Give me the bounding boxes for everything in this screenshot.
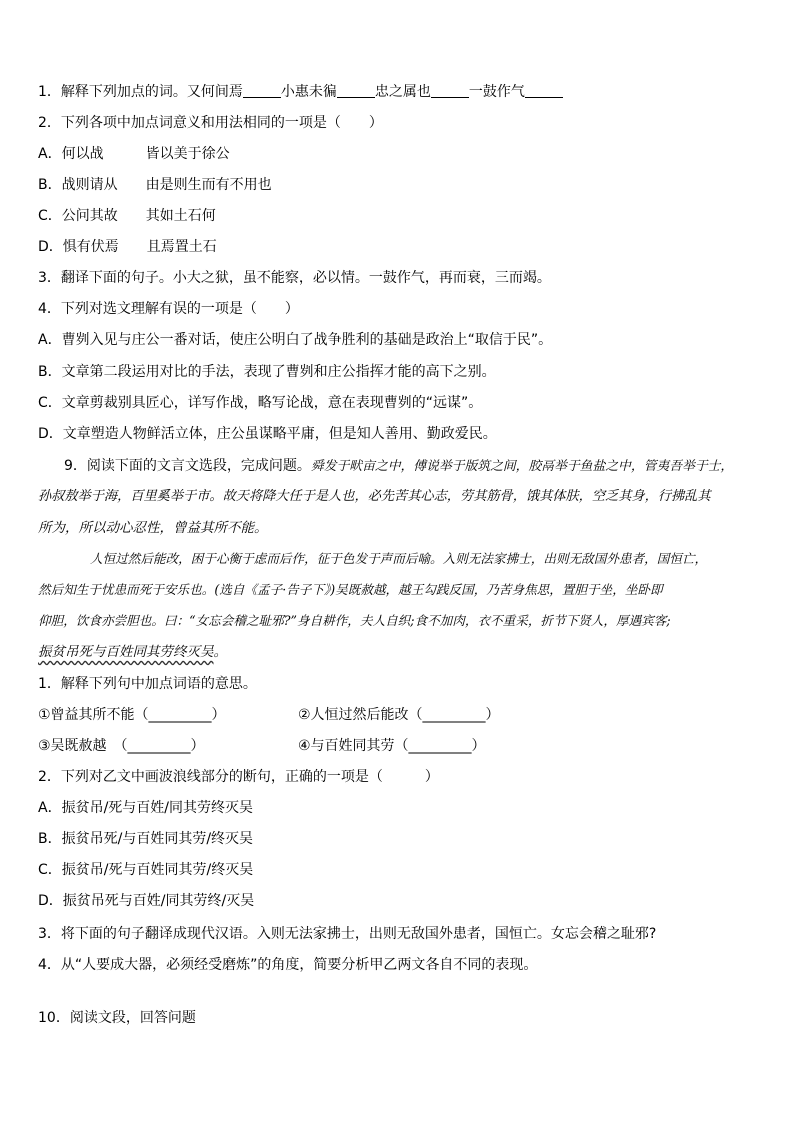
question-2-option-a: A．何以战 皆以美于徐公 — [38, 146, 230, 162]
passage-9-line-1 — [64, 456, 733, 477]
question-1-prefix: 1．解释下列加点的词。又何间焉 — [38, 84, 243, 100]
answer-blank[interactable] — [337, 83, 375, 98]
question-2-option-c: C．公问其故 其如土石何 — [38, 208, 216, 224]
question-1-word-2: 小惠未徧 — [280, 84, 337, 100]
question-1-word-3: 忠之属也 — [374, 84, 431, 100]
passage-b-last-line — [38, 642, 227, 662]
passage-a-text: 孙叔敖举于海，百里奚举于市。故天将降大任于是人也，必先苦其心志，劳其筋骨，饿其体肤，空乏其身，行拂乱其 — [38, 489, 711, 504]
sub-question-2-option-b: B．振贫吊死/与百姓同其劳/终灭吴 — [38, 831, 254, 847]
answer-blank[interactable] — [243, 83, 281, 98]
question-4-option-d: D．文章塑造人物鲜活立体，庄公虽谋略平庸，但是知人善用、勤政爱民。 — [38, 426, 497, 442]
question-9-intro: 9．阅读下面的文言文选段，完成问题。 — [64, 458, 311, 474]
question-2-option-d: D．惧有伏焉 且焉置土石 — [38, 239, 217, 255]
sub-question-4: 4．从“人要成大器，必须经受磨炼”的角度，简要分析甲乙两文各自不同的表现。 — [38, 957, 538, 973]
sub-question-3: 3．将下面的句子翻译成现代汉语。入则无法家拂士，出则无敌国外患者，国恒亡。女忘会稽之耻邪? — [38, 926, 657, 942]
sentence-end: 。 — [213, 644, 227, 660]
question-1-line — [38, 82, 563, 102]
question-10-title: 10．阅读文段，回答问题 — [38, 1010, 196, 1026]
passage-a-text: 舜发于畎亩之中，傅说举于版筑之间，胶鬲举于鱼盐之中，管夷吾举于士， — [310, 459, 734, 474]
wavy-underlined-sentence: 振贫吊死与百姓同其劳终灭吴 — [38, 644, 214, 660]
question-4-option-c: C．文章剪裁别具匠心，详写作战，略写论战，意在表现曹刿的“远谋”。 — [38, 395, 483, 411]
question-1-word-4: 一鼓作气 — [468, 84, 525, 100]
sub-question-2-option-d: D．振贫吊死与百姓/同其劳终/灭吴 — [38, 893, 255, 909]
question-4-option-b: B．文章第二段运用对比的手法，表现了曹刿和庄公指挥才能的高下之别。 — [38, 364, 496, 380]
question-3: 3．翻译下面的句子。小大之狱，虽不能察，必以情。一鼓作气，再而衰，三而竭。 — [38, 270, 551, 286]
sub-question-1-item-4: ④与百姓同其劳（_________） — [298, 738, 486, 754]
sub-question-1-item-1: ①曾益其所不能（_________） — [38, 707, 226, 723]
answer-blank[interactable] — [525, 83, 563, 98]
sub-question-2-option-c: C．振贫吊/死与百姓同其劳/终灭吴 — [38, 862, 254, 878]
question-4-option-a: A．曹刿入见与庄公一番对话，使庄公明白了战争胜利的基础是政治上“取信于民”。 — [38, 332, 553, 348]
sub-question-2-option-a: A．振贫吊/死与百姓/同其劳终灭吴 — [38, 800, 254, 816]
sub-question-1-item-3: ③吴既赦越 （_________） — [38, 738, 205, 754]
passage-a-text: 所为，所以动心忍性，曾益其所不能。 — [38, 520, 268, 536]
sub-question-1-item-2: ②人恒过然后能改（_________） — [298, 707, 500, 723]
passage-b-text: 仰胆，饮食亦尝胆也。曰：“女忘会稽之耻邪?”身自耕作，夫人自织;食不加肉，衣不重采，折节下贤人，厚遇宾客; — [38, 613, 671, 628]
answer-blank[interactable] — [431, 83, 469, 98]
passage-b-text: 然后知生于忧患而死于安乐也。(选自《孟子·告子下》)吴既赦越，越王勾践反国，乃苦身焦思，置胆于坐，坐卧即 — [38, 582, 663, 597]
sub-question-1: 1．解释下列句中加点词语的意思。 — [38, 676, 257, 692]
sub-question-2: 2．下列对乙文中画波浪线部分的断句，正确的一项是（ ） — [38, 769, 439, 785]
question-2: 2．下列各项中加点词意义和用法相同的一项是（ ） — [38, 115, 383, 131]
question-4: 4．下列对选文理解有误的一项是（ ） — [38, 301, 299, 317]
question-2-option-b: B．战则请从 由是则生而有不用也 — [38, 177, 272, 193]
passage-b-text: 人恒过然后能改，困于心衡于虑而后作，征于色发于声而后喻。入则无法家拂士，出则无敌国外患者，国恒亡， — [90, 551, 708, 566]
